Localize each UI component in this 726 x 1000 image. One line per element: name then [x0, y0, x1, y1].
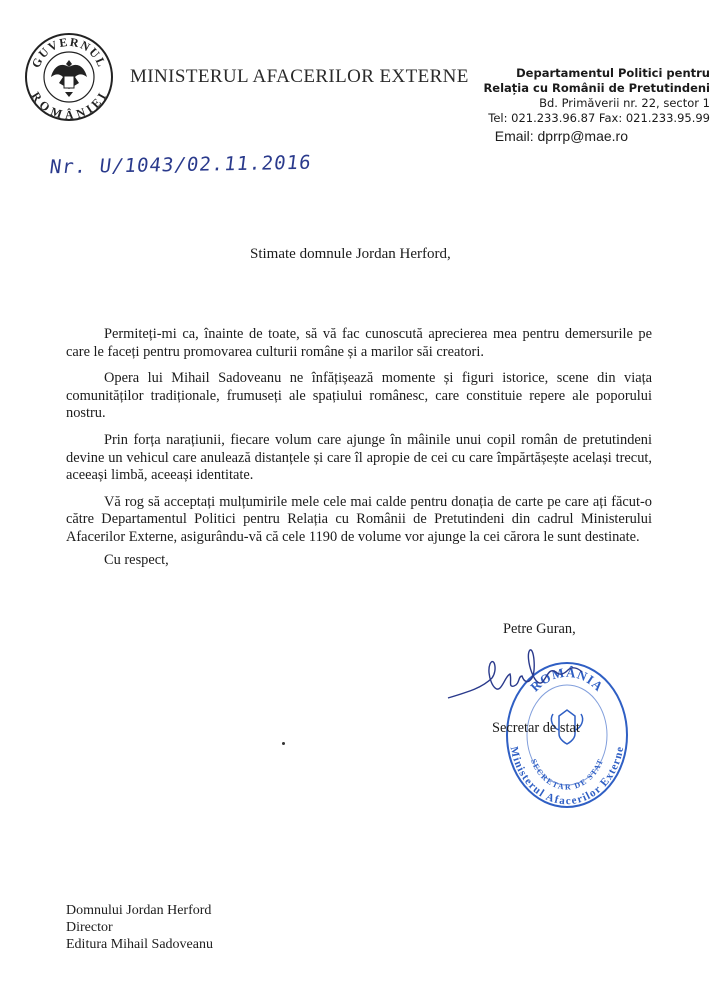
handwritten-signature: [446, 642, 616, 712]
department-info: [483, 66, 710, 126]
seal-text-top: GUVERNUL: [28, 34, 110, 70]
recipient-name: Domnului Jordan Herford: [66, 903, 212, 918]
department-phone-fax: Tel: 021.233.96.87 Fax: 021.233.95.99: [488, 111, 710, 125]
paragraph-4: Vă rog să acceptați mulțumirile mele cele mai calde pentru donația de carte pe care ați făcut-o către Departamentul Politici pentru Relația cu Românii de Pretutindeni din cadrul Ministerului Afacerilor Externe, asigurându-vă că cele 1190 de volume vor ajunge la cei cărora le sunt destinate.: [66, 493, 652, 545]
salutation: Stimate domnule Jordan Herford,: [250, 246, 451, 262]
closing: Cu respect,: [104, 552, 169, 568]
paragraph-3: Prin forța narațiunii, fiecare volum care ajunge în mâinile unui copil român de pretutindeni devine un vehicul care anulează distanțele și care îl apropie de cei cu care împărtășește același trecut, aceeași limbă, aceeași identitate.: [66, 431, 652, 484]
recipient-organization: Editura Mihail Sadoveanu: [66, 937, 213, 952]
paragraph-1: Permiteți-mi ca, înainte de toate, să vă fac cunoscută aprecierea mea pentru demersurile pe care le faceți pentru promovarea culturii române și a marilor săi creatori.: [66, 326, 652, 360]
stamp-text-ring: Ministerul Afacerilor Externe: [507, 745, 627, 808]
registration-number: Nr. U/1043/02.11.2016: [48, 151, 313, 179]
stamp-text-top: ROMÂNIA: [527, 664, 607, 695]
government-seal-logo: [24, 32, 114, 122]
recipient-title: Director: [66, 920, 113, 935]
paragraph-2: Opera lui Mihail Sadoveanu ne înfățișează momente și figuri istorice, scene din viața comunităților tradiționale, frumuseți ale spațiului românesc, care constituie repere ale poporului nostru.: [66, 370, 652, 422]
department-address: Bd. Primăverii nr. 22, sector 1: [539, 96, 710, 110]
eagle-icon: [51, 60, 87, 97]
letter-body: [66, 326, 652, 556]
signer-role: Secretar de stat: [492, 720, 580, 736]
department-line2: Relația cu Românii de Pretutindeni: [483, 81, 710, 95]
svg-text:Ministerul Afacerilor Externe: [508, 745, 627, 807]
stamp-text-inner: SECRETAR DE STAT: [528, 757, 606, 792]
signer-name: Petre Guran,: [503, 621, 576, 637]
ministry-name: MINISTERUL AFACERILOR EXTERNE: [130, 66, 469, 87]
ink-dot: [282, 742, 285, 745]
department-email: Email: dprrp@mae.ro: [494, 128, 628, 144]
seal-text-bottom: ROMÂNIEI: [28, 89, 110, 122]
recipient-block: [66, 902, 213, 953]
department-line1: Departamentul Politici pentru: [516, 66, 710, 80]
